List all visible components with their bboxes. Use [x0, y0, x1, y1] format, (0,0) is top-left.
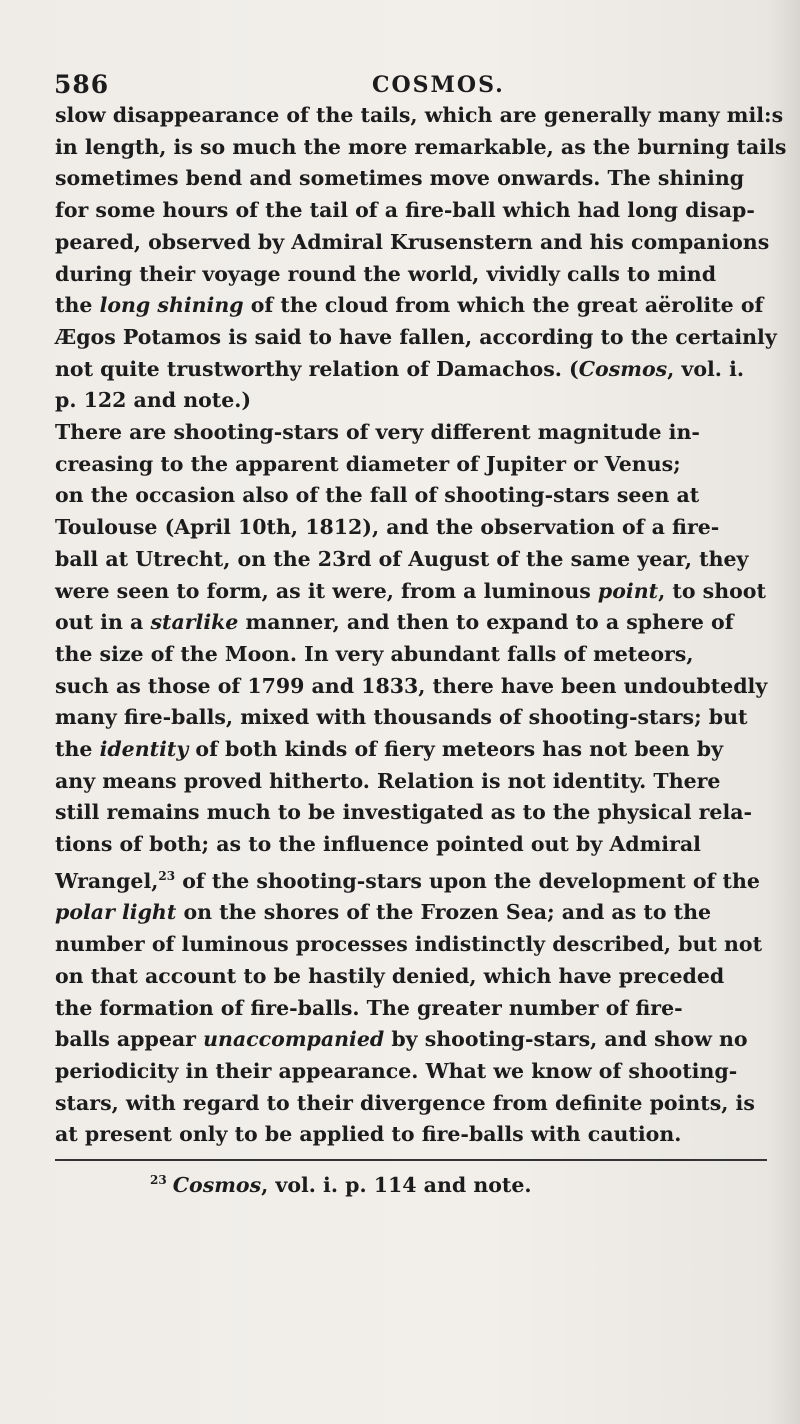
- footnote-reference: 23: [158, 868, 176, 883]
- text-line: [55, 259, 770, 291]
- text-run: by shooting-stars, and show no: [384, 1027, 748, 1052]
- text-line: [55, 480, 770, 512]
- italic-run: unaccompanied: [203, 1027, 385, 1052]
- text-line: [55, 449, 770, 481]
- text-line: [55, 897, 770, 929]
- text-run: of the shooting-stars upon the development of the: [175, 868, 760, 893]
- text-run: out in a: [55, 610, 151, 635]
- text-line: [55, 195, 770, 227]
- text-line: [55, 322, 777, 354]
- text-line: [55, 993, 770, 1025]
- text-run: during their voyage round the world, vividly calls to mind: [55, 261, 717, 286]
- text-line: [55, 132, 787, 164]
- text-line: [55, 354, 770, 386]
- text-run: slow disappearance of the tails, which are generally many mil:s: [55, 103, 784, 127]
- running-title: COSMOS.: [372, 72, 505, 98]
- text-line: [55, 227, 770, 259]
- text-run: Ægos Potamos is said to have fallen, according to the certainly: [55, 324, 777, 349]
- italic-run: long shining: [99, 293, 244, 318]
- text-line: [55, 929, 770, 961]
- footnote-text: , vol. i. p. 114 and note.: [261, 1173, 532, 1197]
- italic-run: identity: [99, 737, 189, 762]
- text-line: [55, 576, 770, 608]
- text-run: stars, with regard to their divergence from definite points, is: [55, 1090, 755, 1115]
- text-run: on the shores of the Frozen Sea; and as to the: [176, 900, 712, 925]
- page-header: [54, 70, 754, 104]
- italic-run: Cosmos: [578, 356, 668, 381]
- text-run: creasing to the apparent diameter of Jupiter or Venus;: [55, 451, 681, 476]
- text-line: [55, 797, 770, 829]
- text-line: [55, 1056, 770, 1088]
- text-run: still remains much to be investigated as to the physical rela-: [55, 800, 753, 825]
- text-run: the formation of fire-balls. The greater number of fire-: [55, 995, 683, 1020]
- text-run: of the cloud from which the great aërolite of: [243, 293, 764, 318]
- text-run: manner, and then to expand to a sphere of: [238, 610, 734, 635]
- text-run: such as those of 1799 and 1833, there have been undoubtedly: [55, 673, 768, 698]
- text-run: periodicity in their appearance. What we know of shooting-: [55, 1058, 738, 1083]
- text-line: [55, 671, 770, 703]
- text-line: [55, 163, 770, 195]
- footnote-marker: 23: [150, 1173, 167, 1188]
- text-run: tions of both; as to the influence pointed out by Admiral: [55, 832, 701, 857]
- text-line: [55, 1088, 770, 1120]
- text-line: [55, 290, 770, 322]
- text-line: [55, 734, 770, 766]
- text-line: [55, 702, 770, 734]
- text-run: ball at Utrecht, on the 23rd of August of the same year, they: [55, 546, 749, 571]
- text-run: , to shoot: [658, 578, 766, 603]
- text-run: the size of the Moon. In very abundant falls of meteors,: [55, 641, 694, 666]
- text-run: sometimes bend and sometimes move onwards. The shining: [55, 166, 745, 191]
- text-line: [55, 961, 770, 993]
- text-run: any means proved hitherto. Relation is not identity. There: [55, 768, 721, 793]
- text-line: [55, 1119, 770, 1151]
- text-line: [55, 861, 770, 898]
- text-run: the: [55, 293, 100, 318]
- text-line: [55, 639, 770, 671]
- text-run: p. 122 and note.): [55, 388, 252, 413]
- text-run: Toulouse (April 10th, 1812), and the observation of a fire-: [55, 515, 720, 540]
- footnote: [150, 1173, 532, 1197]
- text-run: not quite trustworthy relation of Damachos. (: [55, 356, 579, 381]
- text-run: at present only to be applied to fire-balls with caution.: [55, 1122, 682, 1147]
- italic-run: polar light: [55, 900, 177, 925]
- text-line: [55, 829, 770, 861]
- text-run: of both kinds of fiery meteors has not been by: [188, 737, 724, 762]
- text-line: [55, 512, 770, 544]
- footnote-title: Cosmos: [172, 1173, 262, 1197]
- text-run: peared, observed by Admiral Krusenstern and his companions: [55, 229, 770, 254]
- page-number: 586: [54, 70, 110, 99]
- text-run: many fire-balls, mixed with thousands of shooting-stars; but: [55, 705, 748, 730]
- text-run: There are shooting-stars of very different magnitude in-: [55, 420, 700, 445]
- text-run: on that account to be hastily denied, which have preceded: [55, 963, 725, 988]
- body-text: [55, 100, 787, 1151]
- text-run: number of luminous processes indistinctly described, but not: [55, 932, 763, 957]
- text-run: Wrangel,: [55, 868, 159, 893]
- text-run: for some hours of the tail of a fire-ball which had long disap-: [55, 198, 755, 223]
- text-line: [55, 766, 770, 798]
- text-line: [55, 417, 770, 449]
- text-line: [55, 544, 770, 576]
- text-line: [55, 385, 770, 417]
- text-run: , vol. i.: [667, 356, 745, 381]
- italic-run: point: [597, 578, 659, 603]
- text-line: [55, 607, 770, 639]
- footnote-rule: [55, 1159, 767, 1161]
- italic-run: starlike: [150, 610, 239, 635]
- text-line: [55, 1024, 770, 1056]
- text-run: balls appear: [55, 1027, 204, 1052]
- text-run: were seen to form, as it were, from a luminous: [55, 578, 598, 603]
- text-run: on the occasion also of the fall of shooting-stars seen at: [55, 483, 700, 508]
- text-line: [55, 100, 784, 132]
- text-run: the: [55, 737, 100, 762]
- text-run: in length, is so much the more remarkable, as the burning tails: [55, 134, 787, 159]
